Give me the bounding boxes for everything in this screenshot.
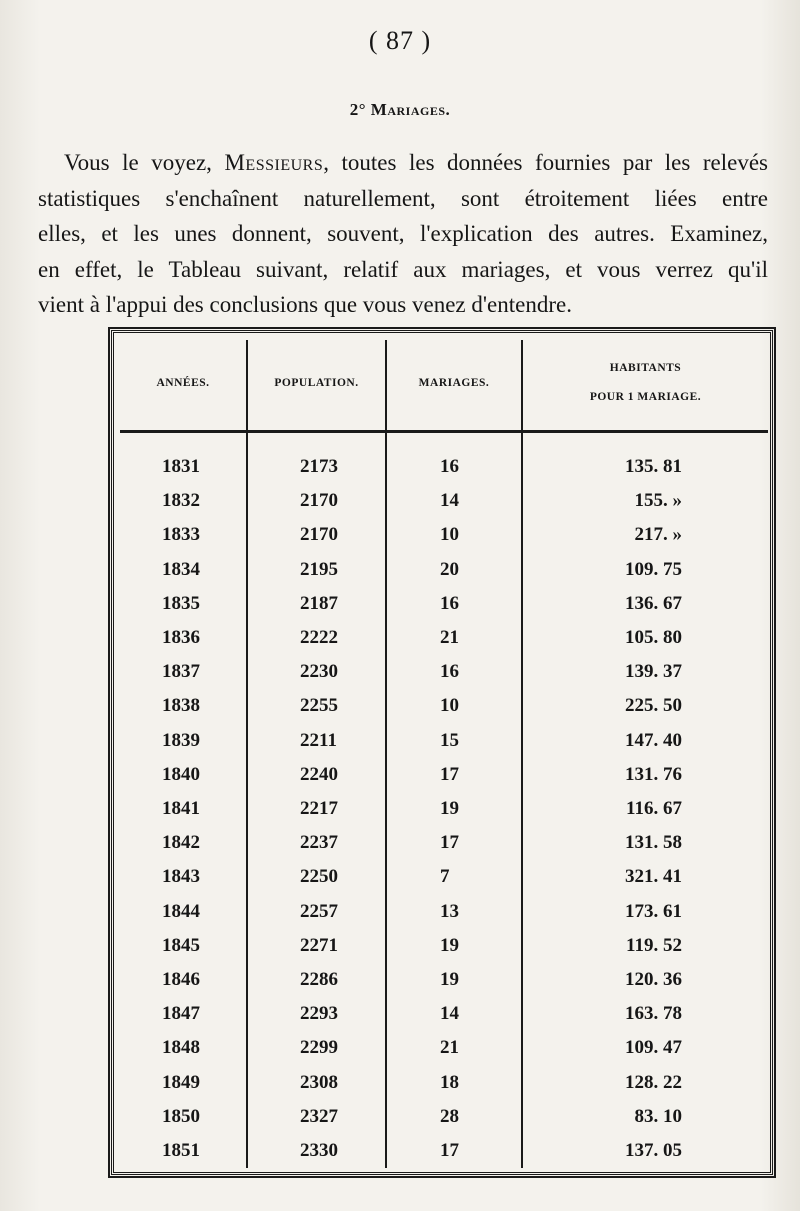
cell-year: 1841 xyxy=(162,798,200,819)
cell-inhabitants: 137. 05 xyxy=(625,1140,682,1161)
cell-year: 1845 xyxy=(162,935,200,956)
column-divider xyxy=(385,340,387,1168)
cell-inhabitants: 119. 52 xyxy=(626,935,682,956)
cell-marriages: 18 xyxy=(440,1072,459,1093)
cell-inhabitants: 105. 80 xyxy=(625,627,682,648)
cell-year: 1835 xyxy=(162,593,200,614)
cell-marriages: 10 xyxy=(440,695,459,716)
intro-paragraph xyxy=(38,145,768,323)
cell-year: 1832 xyxy=(162,490,200,511)
cell-inhabitants: 217. » xyxy=(634,524,682,545)
cell-inhabitants: 131. 58 xyxy=(625,832,682,853)
cell-population: 2250 xyxy=(300,866,338,887)
cell-inhabitants: 135. 81 xyxy=(625,456,682,477)
cell-population: 2170 xyxy=(300,524,338,545)
cell-marriages: 19 xyxy=(440,969,459,990)
cell-marriages: 7 xyxy=(440,866,450,887)
header-inhabitants-line2: POUR 1 MARIAGE. xyxy=(589,391,702,403)
cell-inhabitants: 116. 67 xyxy=(626,798,682,819)
cell-marriages: 28 xyxy=(440,1106,459,1127)
cell-population: 2230 xyxy=(300,661,338,682)
header-marriages: MARIAGES. xyxy=(418,377,490,389)
paragraph-line: en effet, le Tableau suivant, relatif aux mariages, et vous verrez qu'il xyxy=(38,256,768,282)
cell-marriages: 17 xyxy=(440,764,459,785)
cell-year: 1839 xyxy=(162,730,200,751)
cell-inhabitants: 120. 36 xyxy=(625,969,682,990)
cell-year: 1838 xyxy=(162,695,200,716)
cell-year: 1850 xyxy=(162,1106,200,1127)
cell-population: 2187 xyxy=(300,593,338,614)
cell-inhabitants: 109. 47 xyxy=(625,1037,682,1058)
cell-population: 2217 xyxy=(300,798,338,819)
paragraph-line: vient à l'appui des conclusions que vous venez d'entendre. xyxy=(38,292,572,317)
cell-inhabitants: 225. 50 xyxy=(625,695,682,716)
cell-year: 1847 xyxy=(162,1003,200,1024)
cell-population: 2237 xyxy=(300,832,338,853)
cell-population: 2255 xyxy=(300,695,338,716)
cell-inhabitants: 109. 75 xyxy=(625,559,682,580)
cell-inhabitants: 155. » xyxy=(634,490,682,511)
cell-year: 1833 xyxy=(162,524,200,545)
cell-population: 2286 xyxy=(300,969,338,990)
cell-population: 2299 xyxy=(300,1037,338,1058)
cell-population: 2271 xyxy=(300,935,338,956)
cell-inhabitants: 83. 10 xyxy=(634,1106,682,1127)
cell-marriages: 14 xyxy=(440,1003,459,1024)
cell-population: 2330 xyxy=(300,1140,338,1161)
cell-year: 1842 xyxy=(162,832,200,853)
cell-marriages: 16 xyxy=(440,456,459,477)
section-title: 2° Mariages. xyxy=(349,100,451,119)
cell-marriages: 16 xyxy=(440,593,459,614)
cell-population: 2211 xyxy=(300,730,337,751)
cell-population: 2257 xyxy=(300,901,338,922)
cell-population: 2170 xyxy=(300,490,338,511)
cell-population: 2327 xyxy=(300,1106,338,1127)
cell-inhabitants: 131. 76 xyxy=(625,764,682,785)
cell-year: 1848 xyxy=(162,1037,200,1058)
page-number: ( 87 ) xyxy=(368,26,432,55)
paragraph-line: elles, et les unes donnent, souvent, l'explication des autres. Examinez, xyxy=(38,221,768,246)
cell-inhabitants: 147. 40 xyxy=(625,730,682,751)
header-inhabitants-line1: HABITANTS xyxy=(609,362,682,374)
cell-population: 2195 xyxy=(300,559,338,580)
cell-marriages: 21 xyxy=(440,1037,459,1058)
cell-year: 1849 xyxy=(162,1072,200,1093)
paragraph-line: statistiques s'enchaînent naturellement, sont étroitement liées entre xyxy=(38,185,768,211)
cell-marriages: 16 xyxy=(440,661,459,682)
cell-year: 1846 xyxy=(162,969,200,990)
cell-marriages: 19 xyxy=(440,798,459,819)
column-divider xyxy=(521,340,523,1168)
cell-marriages: 14 xyxy=(440,490,459,511)
cell-year: 1831 xyxy=(162,456,200,477)
cell-population: 2240 xyxy=(300,764,338,785)
addressee-smallcaps: Messieurs xyxy=(224,150,324,175)
cell-marriages: 17 xyxy=(440,832,459,853)
cell-marriages: 10 xyxy=(440,524,459,545)
cell-marriages: 13 xyxy=(440,901,459,922)
cell-inhabitants: 139. 37 xyxy=(625,661,682,682)
column-divider xyxy=(246,340,248,1168)
cell-year: 1837 xyxy=(162,661,200,682)
paragraph-line: Vous le voyez, Messieurs, toutes les données fournies par les relevés xyxy=(64,150,768,175)
cell-population: 2222 xyxy=(300,627,338,648)
cell-marriages: 19 xyxy=(440,935,459,956)
cell-inhabitants: 173. 61 xyxy=(625,901,682,922)
cell-inhabitants: 128. 22 xyxy=(625,1072,682,1093)
cell-year: 1844 xyxy=(162,901,200,922)
cell-year: 1851 xyxy=(162,1140,200,1161)
cell-population: 2173 xyxy=(300,456,338,477)
header-years: ANNÉES. xyxy=(156,377,210,389)
cell-year: 1843 xyxy=(162,866,200,887)
cell-inhabitants: 163. 78 xyxy=(625,1003,682,1024)
cell-year: 1840 xyxy=(162,764,200,785)
header-rule xyxy=(120,430,768,433)
cell-marriages: 15 xyxy=(440,730,459,751)
cell-year: 1836 xyxy=(162,627,200,648)
cell-population: 2293 xyxy=(300,1003,338,1024)
cell-marriages: 17 xyxy=(440,1140,459,1161)
cell-population: 2308 xyxy=(300,1072,338,1093)
cell-marriages: 21 xyxy=(440,627,459,648)
cell-inhabitants: 321. 41 xyxy=(625,866,682,887)
header-population: POPULATION. xyxy=(274,377,359,389)
cell-marriages: 20 xyxy=(440,559,459,580)
cell-inhabitants: 136. 67 xyxy=(625,593,682,614)
cell-year: 1834 xyxy=(162,559,200,580)
